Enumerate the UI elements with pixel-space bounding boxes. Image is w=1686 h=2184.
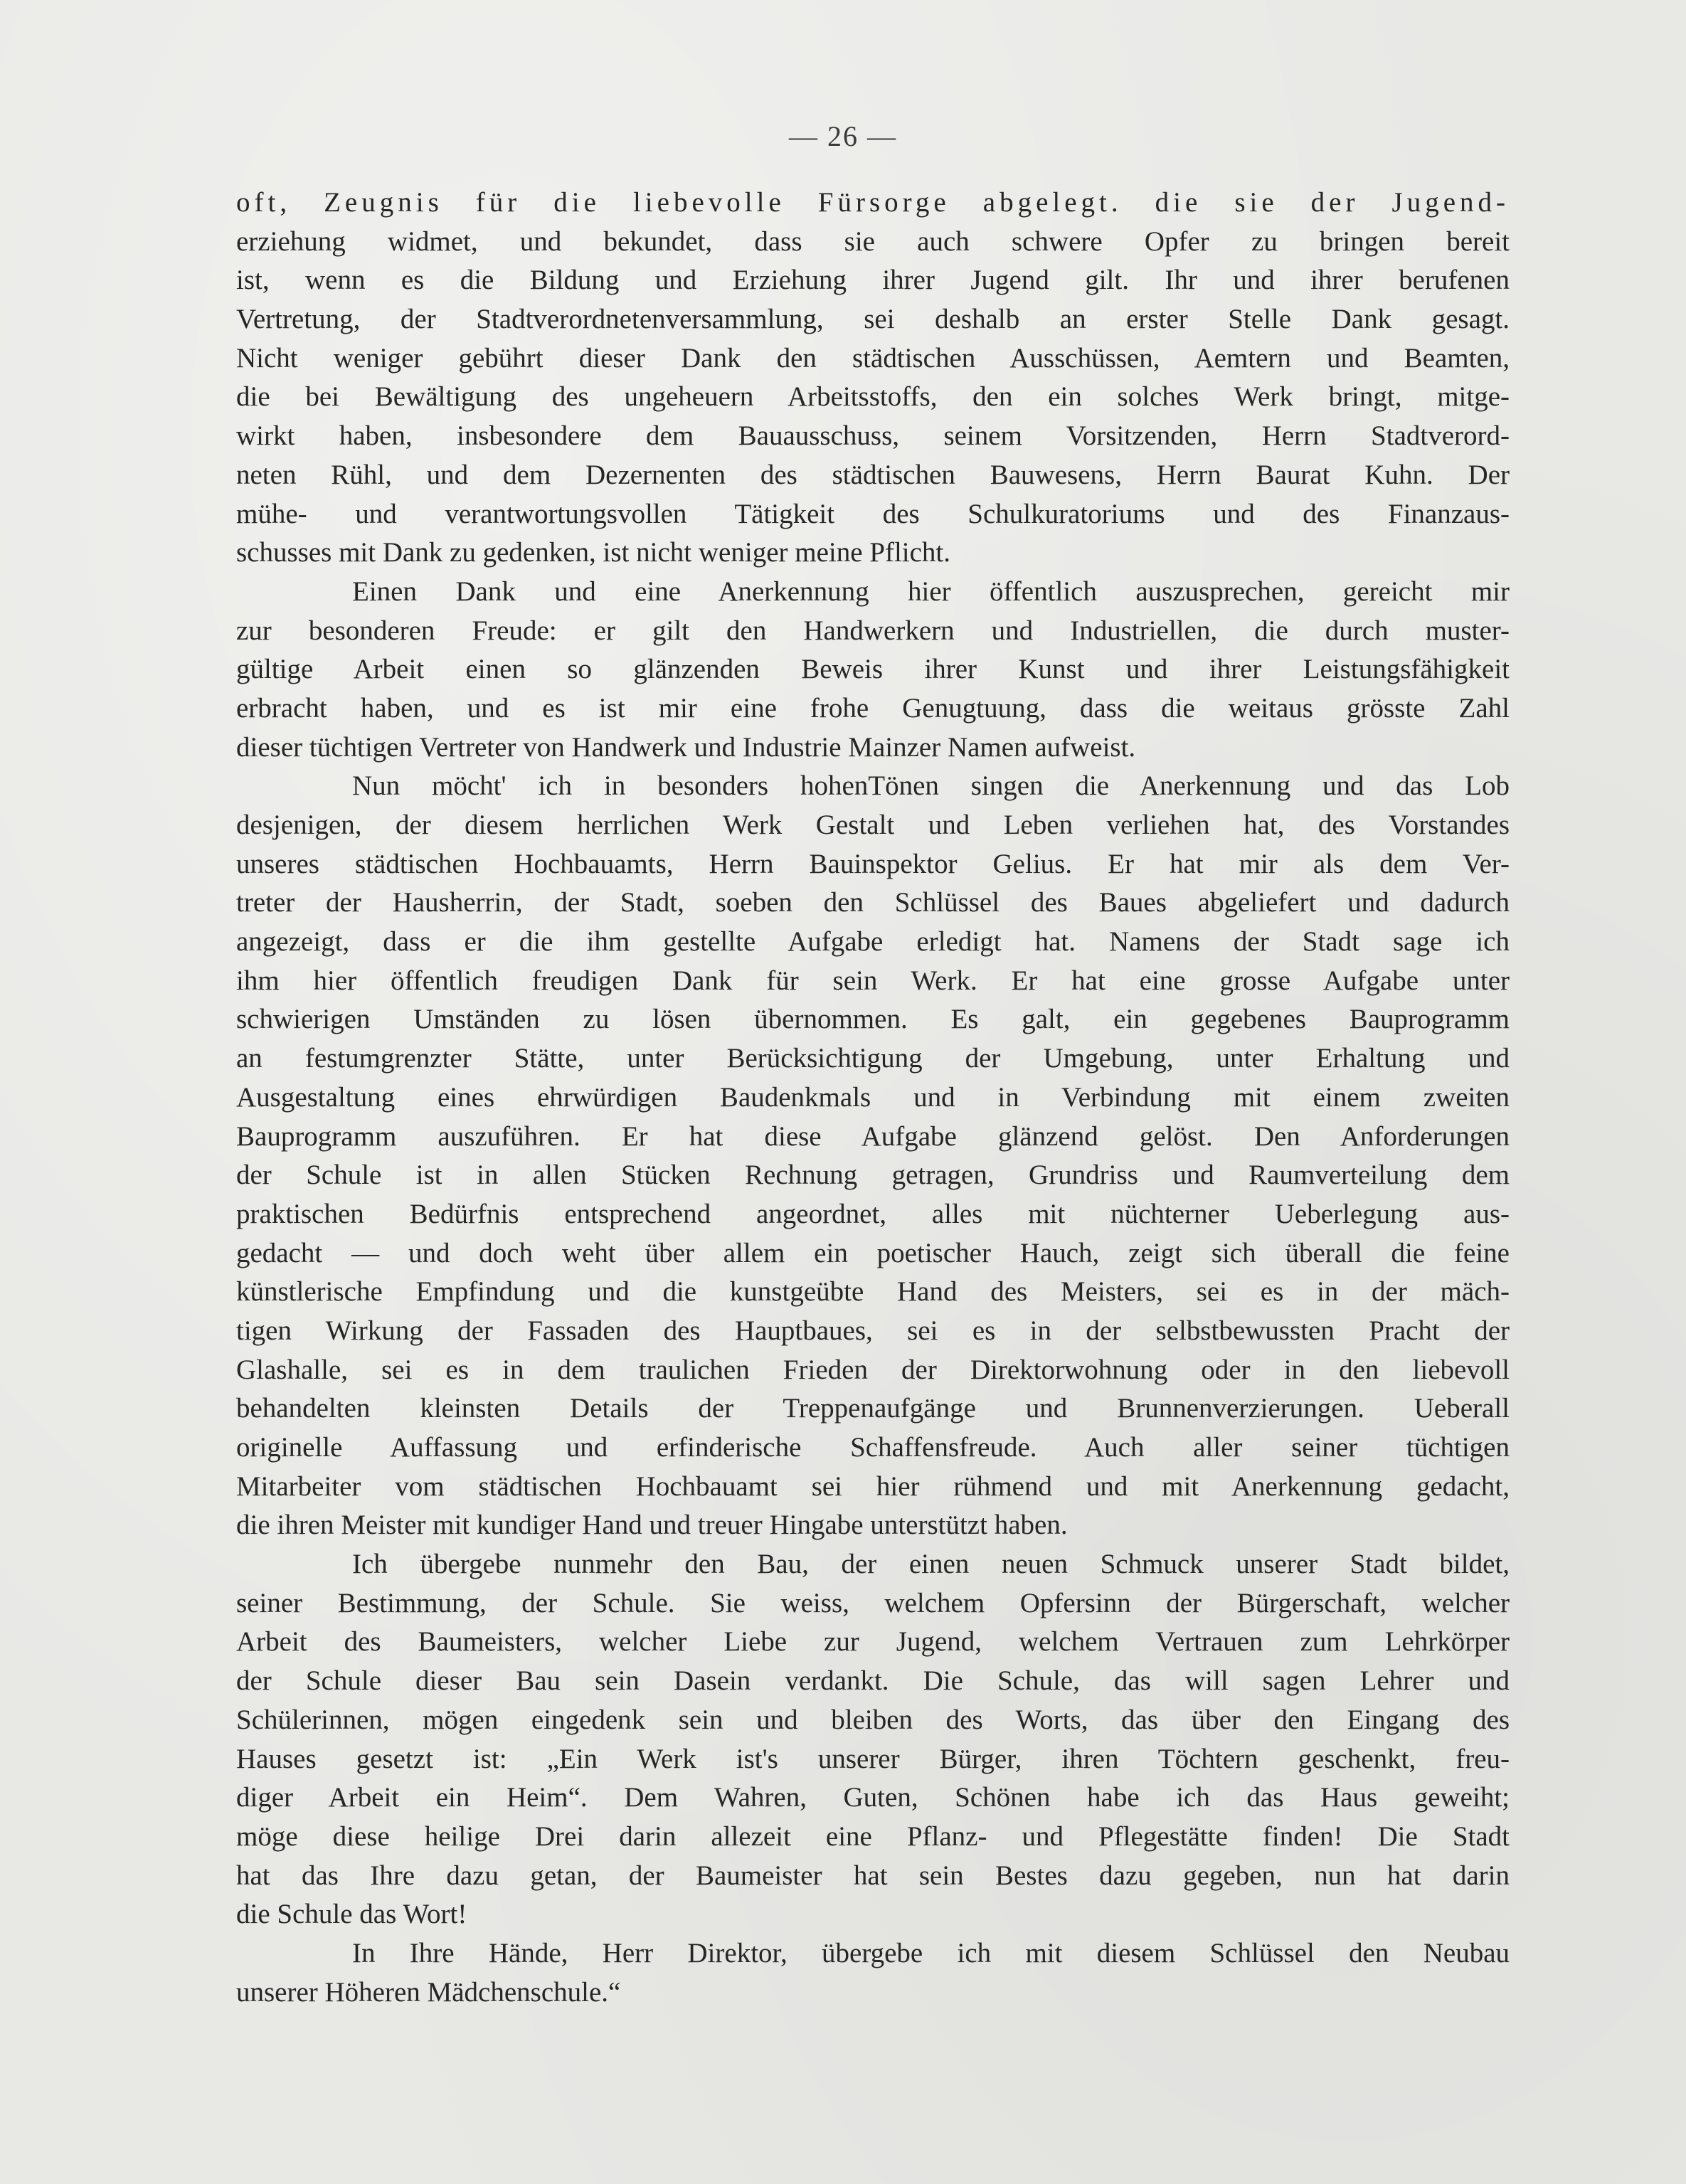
text-line: unseres städtischen Hochbauamts, Herrn Bauinspektor Gelius. Er hat mir als dem Ver- xyxy=(236,848,1510,879)
text-line: Glashalle, sei es in dem traulichen Frieden der Direktorwohnung oder in den liebevoll xyxy=(236,1354,1510,1385)
text-line: originelle Auffassung und erfinderische Schaffensfreude. Auch aller seiner tüchtigen xyxy=(236,1432,1510,1463)
text-line: ihm hier öffentlich freudigen Dank für sein Werk. Er hat eine grosse Aufgabe unter xyxy=(236,965,1510,996)
text-line: erbracht haben, und es ist mir eine frohe Genugtuung, dass die weitaus grösste Zahl xyxy=(236,692,1510,723)
text-line: tigen Wirkung der Fassaden des Hauptbaues, sei es in der selbstbewussten Pracht der xyxy=(236,1315,1510,1346)
text-line: wirkt haben, insbesondere dem Bauausschuss, seinem Vorsitzenden, Herrn Stadtverord- xyxy=(236,420,1510,452)
text-line: die Schule das Wort! xyxy=(236,1899,467,1930)
text-line: seiner Bestimmung, der Schule. Sie weiss, welchem Opfersinn der Bürgerschaft, welcher xyxy=(236,1587,1510,1618)
text-line: In Ihre Hände, Herr Direktor, übergebe ich mit diesem Schlüssel den Neubau xyxy=(352,1937,1510,1968)
text-line: Arbeit des Baumeisters, welcher Liebe zur Jugend, welchem Vertrauen zum Lehrkörper xyxy=(236,1626,1510,1658)
text-line: schwierigen Umständen zu lösen übernommen. Es galt, ein gegebenes Bauprogramm xyxy=(236,1004,1510,1035)
text-line: angezeigt, dass er die ihm gestellte Aufgabe erledigt hat. Namens der Stadt sage ich xyxy=(236,926,1510,958)
paragraph-3 xyxy=(236,767,1510,1545)
text-line: Ausgestaltung eines ehrwürdigen Baudenkmals und in Verbindung mit einem zweiten xyxy=(236,1081,1510,1113)
text-line: Schülerinnen, mögen eingedenk sein und bleiben des Worts, das über den Eingang des xyxy=(236,1704,1510,1735)
text-line: dieser tüchtigen Vertreter von Handwerk und Industrie Mainzer Namen aufweist. xyxy=(236,731,1136,763)
text-line: gedacht — und doch weht über allem ein poetischer Hauch, zeigt sich überall die feine xyxy=(236,1237,1510,1268)
text-line: mühe- und verantwortungsvollen Tätigkeit des Schulkuratoriums und des Finanzaus- xyxy=(236,498,1510,529)
text-line: die ihren Meister mit kundiger Hand und treuer Hingabe unterstützt haben. xyxy=(236,1510,1068,1541)
text-line: Einen Dank und eine Anerkennung hier öffentlich auszusprechen, gereicht mir xyxy=(352,576,1510,607)
text-line: schusses mit Dank zu gedenken, ist nicht weniger meine Pflicht. xyxy=(236,537,951,568)
page-number: — 26 — xyxy=(789,120,897,152)
paragraph-2 xyxy=(236,573,1510,767)
text-line: neten Rühl, und dem Dezernenten des städtischen Bauwesens, Herrn Baurat Kuhn. Der xyxy=(236,459,1510,490)
text-line: ist, wenn es die Bildung und Erziehung ihrer Jugend gilt. Ihr und ihrer berufenen xyxy=(236,265,1510,296)
text-line: möge diese heilige Drei darin allezeit eine Pflanz- und Pflegestätte finden! Die Stadt xyxy=(236,1820,1510,1852)
text-line: künstlerische Empfindung und die kunstgeübte Hand des Meisters, sei es in der mäch- xyxy=(236,1276,1510,1308)
paragraph-1 xyxy=(236,184,1510,573)
paragraph-4 xyxy=(236,1545,1510,1934)
text-line: unserer Höheren Mädchenschule.“ xyxy=(236,1976,621,2008)
text-line: Vertretung, der Stadtverordnetenversammlung, sei deshalb an erster Stelle Dank gesagt. xyxy=(236,304,1510,335)
text-line: treter der Hausherrin, der Stadt, soeben den Schlüssel des Baues abgeliefert und dadurch xyxy=(236,887,1510,918)
text-line: Hauses gesetzt ist: „Ein Werk ist's unserer Bürger, ihren Töchtern geschenkt, freu- xyxy=(236,1743,1510,1774)
paragraph-5 xyxy=(236,1934,1510,2012)
text-line: Mitarbeiter vom städtischen Hochbauamt sei hier rühmend und mit Anerkennung gedacht, xyxy=(236,1470,1510,1502)
body-text xyxy=(236,184,1510,2012)
text-line: der Schule ist in allen Stücken Rechnung getragen, Grundriss und Raumverteilung dem xyxy=(236,1160,1510,1191)
text-line: die bei Bewältigung des ungeheuern Arbeitsstoffs, den ein solches Werk bringt, mitge- xyxy=(236,381,1510,413)
text-line: erziehung widmet, und bekundet, dass sie auch schwere Opfer zu bringen bereit xyxy=(236,226,1510,257)
text-line: Nicht weniger gebührt dieser Dank den städtischen Ausschüssen, Aemtern und Beamten, xyxy=(236,342,1510,373)
text-line: der Schule dieser Bau sein Dasein verdankt. Die Schule, das will sagen Lehrer und xyxy=(236,1665,1510,1697)
text-line: Nun möcht' ich in besonders hohenTönen singen die Anerkennung und das Lob xyxy=(352,770,1510,802)
text-line: oft, Zeugnis für die liebevolle Fürsorge abgelegt. die sie der Jugend- xyxy=(236,187,1510,218)
text-line: Bauprogramm auszuführen. Er hat diese Aufgabe glänzend gelöst. Den Anforderungen xyxy=(236,1120,1510,1152)
text-line: behandelten kleinsten Details der Treppenaufgänge und Brunnenverzierungen. Ueberall xyxy=(236,1393,1510,1424)
text-line: an festumgrenzter Stätte, unter Berücksichtigung der Umgebung, unter Erhaltung und xyxy=(236,1043,1510,1074)
text-line: hat das Ihre dazu getan, der Baumeister hat sein Bestes dazu gegeben, nun hat darin xyxy=(236,1860,1510,1891)
text-line: praktischen Bedürfnis entsprechend angeordnet, alles mit nüchterner Ueberlegung aus- xyxy=(236,1198,1510,1229)
text-line: desjenigen, der diesem herrlichen Werk Gestalt und Leben verliehen hat, des Vorstandes xyxy=(236,810,1510,840)
text-line: zur besonderen Freude: er gilt den Handwerkern und Industriellen, die durch muster- xyxy=(236,615,1510,646)
text-line: diger Arbeit ein Heim“. Dem Wahren, Guten, Schönen habe ich das Haus geweiht; xyxy=(236,1782,1510,1813)
text-line: Ich übergebe nunmehr den Bau, der einen neuen Schmuck unserer Stadt bildet, xyxy=(352,1549,1510,1580)
text-line: gültige Arbeit einen so glänzenden Beweis ihrer Kunst und ihrer Leistungsfähigkeit xyxy=(236,654,1510,685)
